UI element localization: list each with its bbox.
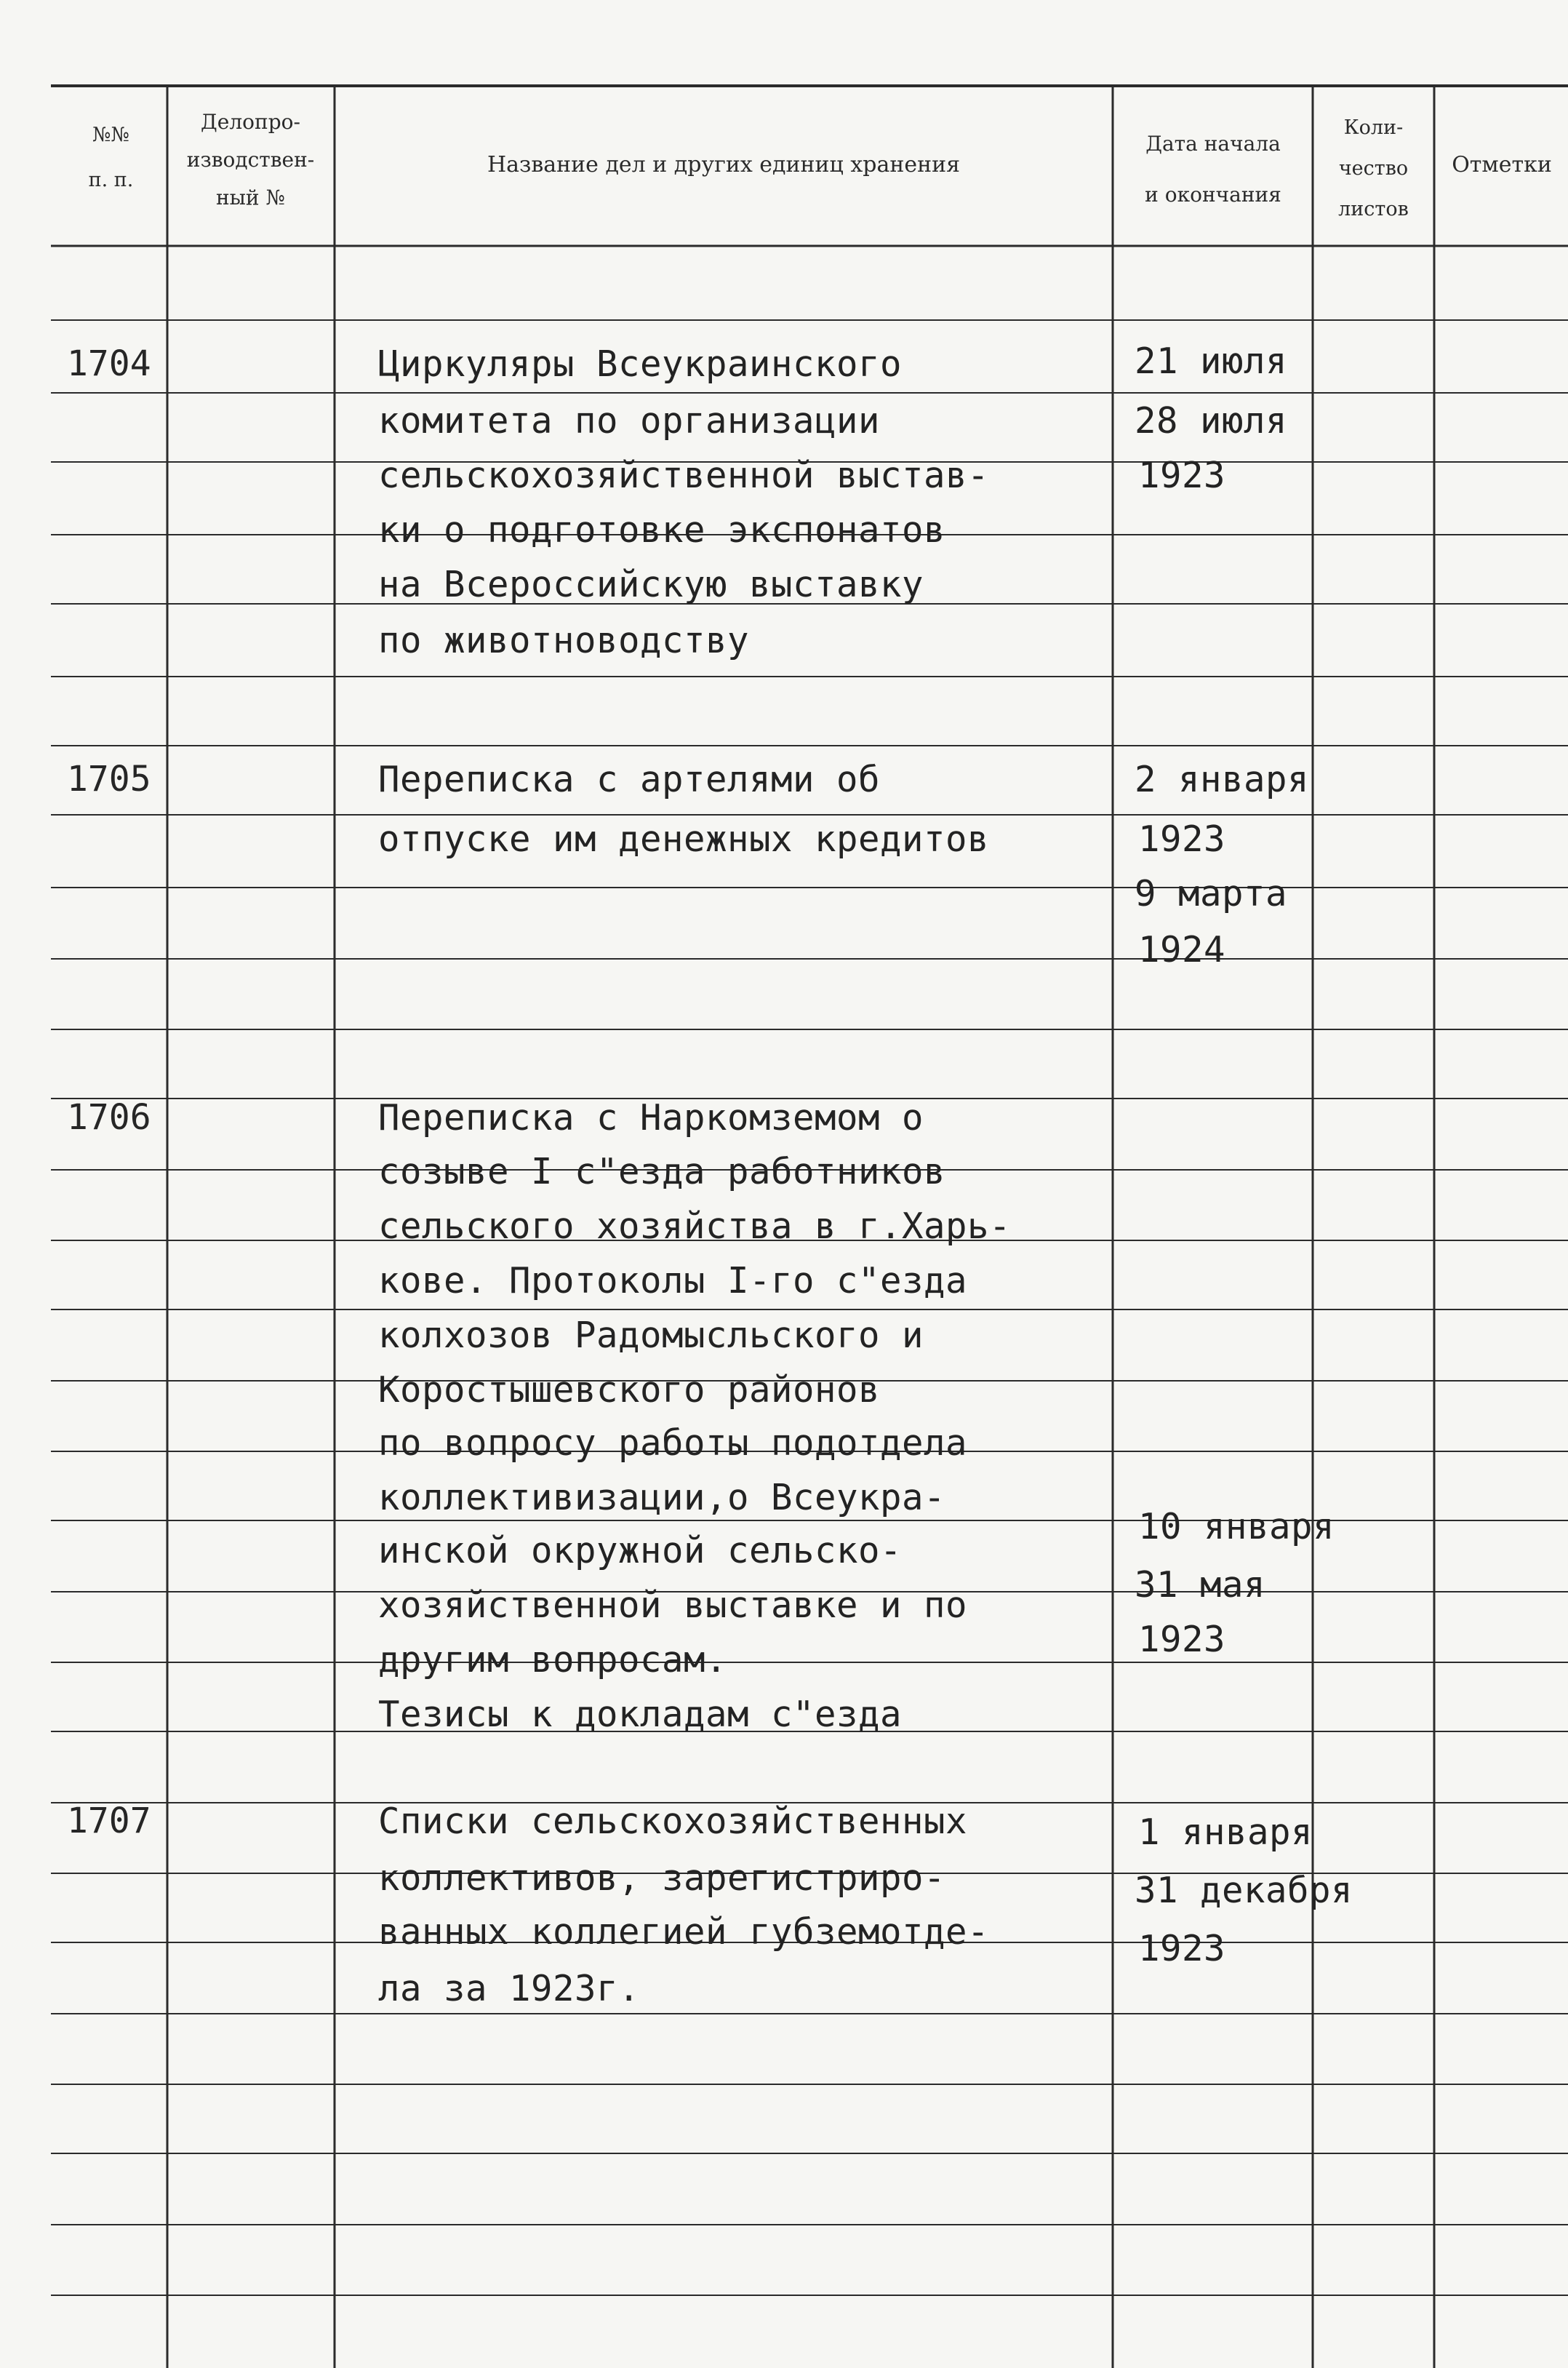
record-title-line: по вопросу работы подотдела bbox=[378, 1422, 968, 1464]
record-number: 1707 bbox=[67, 1801, 151, 1841]
record-title-line: на Всероссийскую выставку bbox=[378, 564, 924, 605]
record-date-line: 21 июля bbox=[1135, 340, 1288, 382]
record-date-line: 1923 bbox=[1138, 818, 1226, 860]
record-title-line: ла за 1923г. bbox=[378, 1968, 641, 2009]
record-date-line: 28 июля bbox=[1135, 400, 1288, 442]
record-title-line: инской окружной сельско- bbox=[378, 1530, 903, 1571]
record-title-line: по животноводству bbox=[378, 620, 750, 661]
record-title-line: Тезисы к докладам с"езда bbox=[378, 1694, 903, 1735]
record-title-line: коллективизации,о Всеукра- bbox=[378, 1477, 946, 1518]
record-title-line: Списки сельскохозяйственных bbox=[378, 1801, 968, 1842]
record-date-line: 1923 bbox=[1138, 1619, 1226, 1660]
record-date-line: 31 декабря bbox=[1135, 1870, 1353, 1911]
record-title-line: сельского хозяйства в г.Харь- bbox=[378, 1205, 1012, 1247]
record-title-line: Циркуляры Всеукраинского bbox=[378, 343, 903, 385]
record-title-line: другим вопросам. bbox=[378, 1639, 728, 1681]
record-date-line: 1 января bbox=[1138, 1811, 1313, 1853]
record-date-line: 1923 bbox=[1138, 455, 1226, 496]
record-title-line: ванных коллегией губземотде- bbox=[378, 1911, 990, 1953]
record-title-line: комитета по организации bbox=[378, 400, 881, 442]
record-title-line: колхозов Радомысльского и bbox=[378, 1315, 924, 1356]
record-title-line: ки о подготовке экспонатов bbox=[378, 509, 946, 551]
record-title-line: сельскохозяйственной выстав- bbox=[378, 455, 990, 496]
record-date-line: 2 января bbox=[1135, 759, 1310, 800]
record-date-line: 9 марта bbox=[1135, 873, 1288, 914]
record-title-line: Переписка с артелями об bbox=[378, 759, 881, 800]
record-number: 1706 bbox=[67, 1097, 151, 1138]
record-date-line: 31 мая bbox=[1135, 1564, 1266, 1606]
record-number: 1705 bbox=[67, 759, 151, 800]
record-date-line: 1924 bbox=[1138, 929, 1226, 970]
header-sheets: Коли- чество листов bbox=[1338, 116, 1409, 220]
header-dates: Дата начала и окончания bbox=[1145, 132, 1281, 207]
record-title-line: Коростышевского районов bbox=[378, 1369, 881, 1411]
record-title-line: созыве I с"езда работников bbox=[378, 1151, 946, 1192]
record-title-line: хозяйственной выставке и по bbox=[378, 1584, 968, 1626]
record-number: 1704 bbox=[67, 343, 151, 384]
record-title-line: отпуске им денежных кредитов bbox=[378, 818, 990, 860]
record-date-line: 1923 bbox=[1138, 1928, 1226, 1969]
header-title: Название дел и других единиц хранения bbox=[487, 152, 961, 178]
record-title-line: кове. Протоколы I-го с"езда bbox=[378, 1260, 968, 1301]
record-title-line: коллективов, зарегистриро- bbox=[378, 1857, 946, 1899]
header-number: №№ п. п. bbox=[88, 124, 134, 191]
record-date-line: 10 января bbox=[1138, 1506, 1335, 1547]
record-title-line: Переписка с Наркомземом о bbox=[378, 1097, 924, 1139]
header-office-number: Делопро- изводствен- ный № bbox=[186, 110, 315, 210]
header-notes: Отметки bbox=[1452, 152, 1552, 178]
